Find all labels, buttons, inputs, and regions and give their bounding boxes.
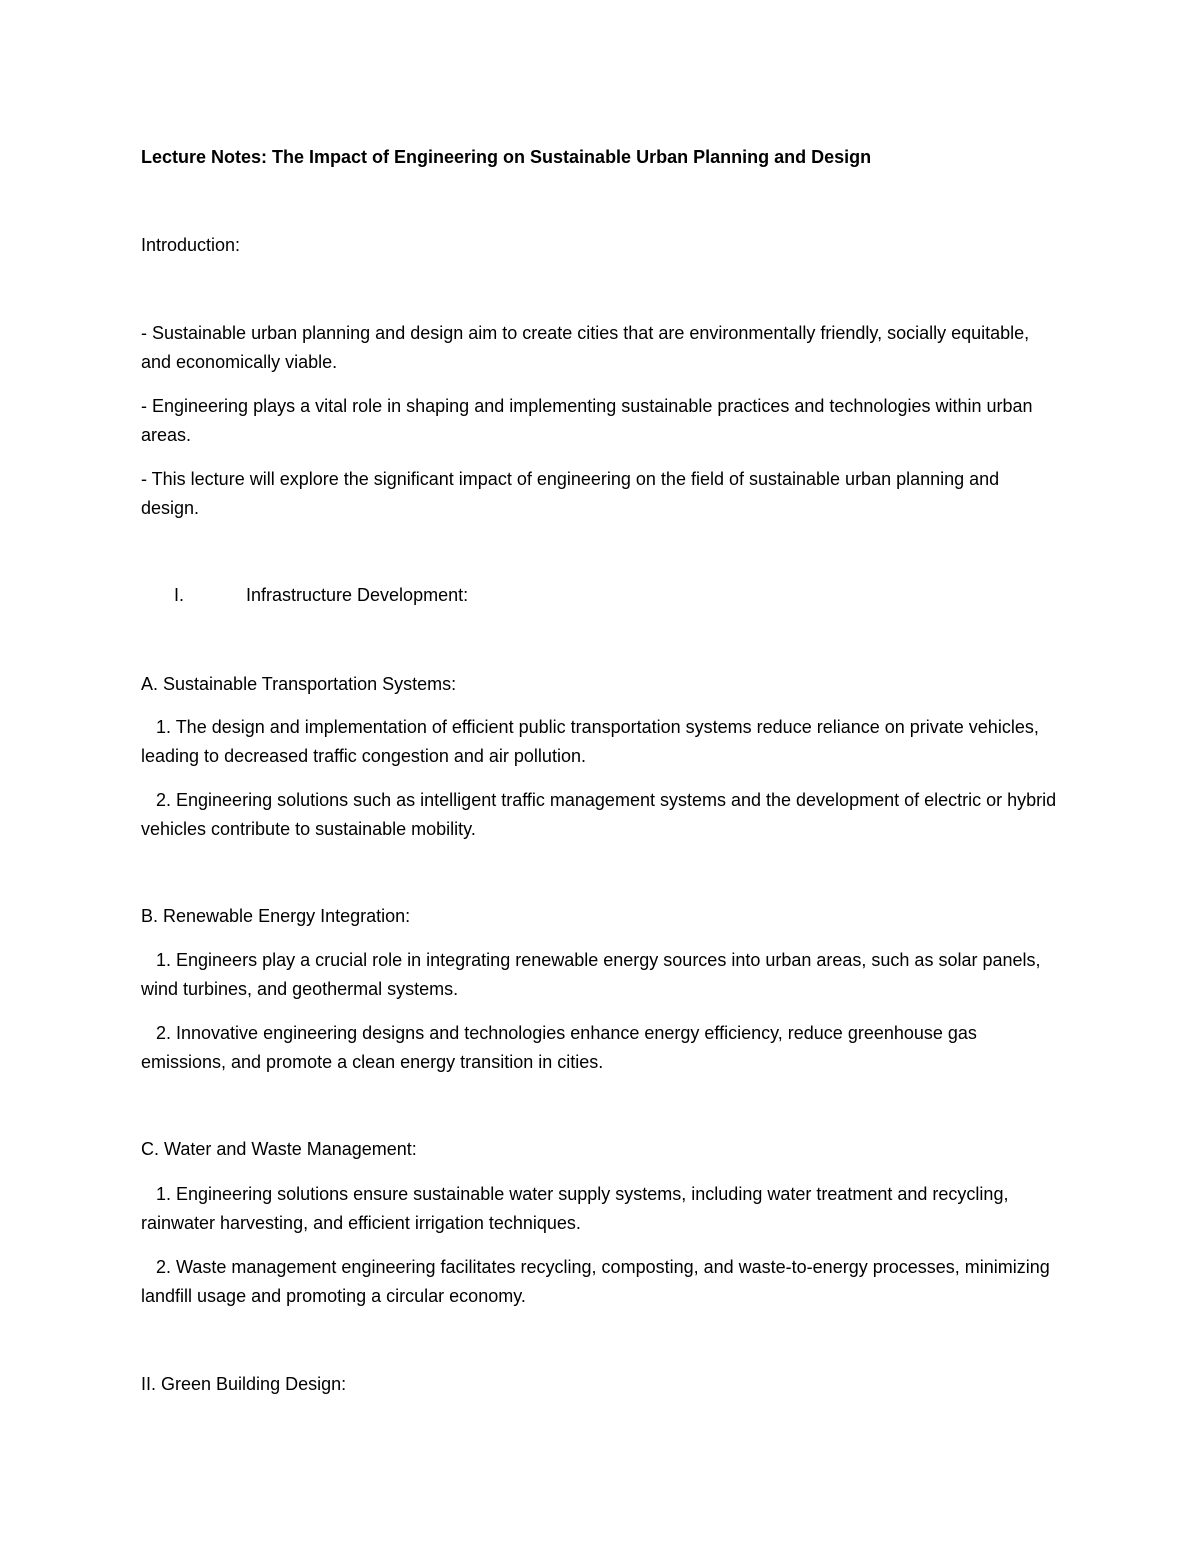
subsection-heading: B. Renewable Energy Integration: — [141, 906, 411, 926]
list-item: 1. The design and implementation of efficient public transportation systems reduce reliance on private vehicles, leading to decreased traffic congestion and air pollution. — [141, 717, 1039, 766]
document-title: Lecture Notes: The Impact of Engineering on Sustainable Urban Planning and Design — [141, 147, 872, 167]
introduction-point: - Sustainable urban planning and design aim to create cities that are environmentally friendly, socially equitable, and economically viable. — [141, 323, 1030, 372]
introduction-point: - Engineering plays a vital role in shaping and implementing sustainable practices and technologies within urban areas. — [141, 396, 1033, 445]
section-1-title: Infrastructure Development: — [246, 585, 469, 605]
section-1-number: I. — [174, 585, 185, 605]
introduction-heading: Introduction: — [141, 235, 241, 255]
list-item: 1. Engineers play a crucial role in integrating renewable energy sources into urban areas, such as solar panels, wind turbines, and geothermal systems. — [141, 950, 1041, 999]
section-1-heading — [174, 581, 1094, 610]
subsection-heading: A. Sustainable Transportation Systems: — [141, 674, 457, 694]
list-item: 2. Engineering solutions such as intelligent traffic management systems and the development of electric or hybrid vehicles contribute to sustainable mobility. — [141, 790, 1057, 839]
section-2-heading: II. Green Building Design: — [141, 1374, 347, 1394]
introduction-point: - This lecture will explore the significant impact of engineering on the field of sustainable urban planning and design. — [141, 469, 1000, 518]
list-item: 2. Innovative engineering designs and technologies enhance energy efficiency, reduce greenhouse gas emissions, and promote a clean energy transition in cities. — [141, 1023, 977, 1072]
list-item: 2. Waste management engineering facilitates recycling, composting, and waste-to-energy processes, minimizing landfill usage and promoting a circular economy. — [141, 1257, 1050, 1306]
list-item: 1. Engineering solutions ensure sustainable water supply systems, including water treatment and recycling, rainwater harvesting, and efficient irrigation techniques. — [141, 1184, 1009, 1233]
subsection-heading: C. Water and Waste Management: — [141, 1139, 417, 1159]
